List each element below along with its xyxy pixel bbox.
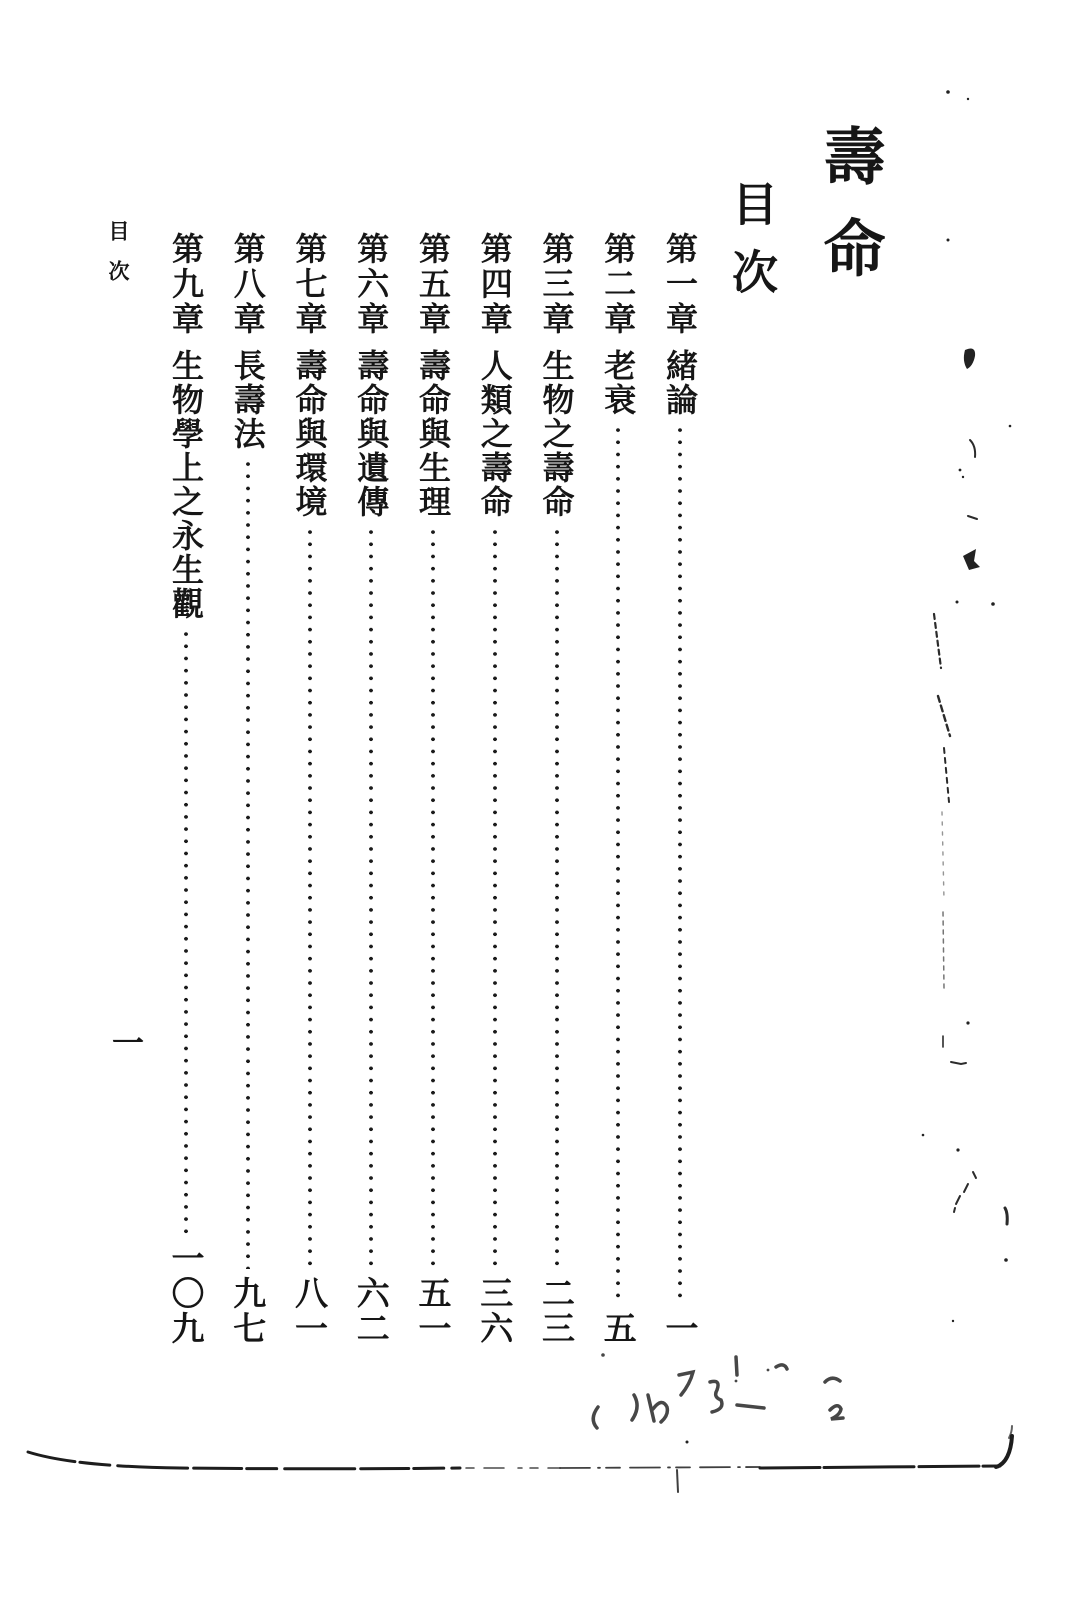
chapter-page-number: 六二 — [351, 1276, 391, 1346]
dot-leader — [228, 458, 268, 1269]
chapter-title: 生物學上之永生觀 — [167, 349, 205, 621]
chapter-page-number: 三六 — [475, 1276, 515, 1346]
chapter-number: 第二章 — [599, 232, 638, 337]
margin-page-number: 一 — [107, 1026, 145, 1058]
chapter-title: 壽命與遺傳 — [352, 349, 391, 519]
toc-entry — [537, 232, 577, 1346]
chapter-title: 長壽法 — [228, 349, 267, 451]
dot-leader — [351, 526, 391, 1269]
toc-entry — [660, 232, 700, 1346]
toc-entry — [228, 232, 268, 1346]
chapter-page-number: 一 — [660, 1311, 700, 1346]
dot-leader — [475, 526, 515, 1269]
dot-leader — [598, 424, 638, 1304]
toc-entry — [351, 232, 391, 1346]
toc-entry — [166, 232, 206, 1346]
chapter-page-number: 二三 — [537, 1276, 576, 1346]
chapter-page-number: 一〇九 — [166, 1241, 206, 1346]
dot-leader — [290, 526, 330, 1269]
dot-leader — [660, 424, 700, 1304]
chapter-title: 老衰 — [599, 349, 638, 417]
chapter-number: 第七章 — [290, 232, 329, 337]
toc-entry — [413, 232, 453, 1346]
dot-leader — [413, 526, 453, 1269]
chapter-number: 第六章 — [352, 232, 391, 337]
toc-entry — [475, 232, 515, 1346]
chapter-page-number: 八一 — [290, 1276, 329, 1346]
chapter-title: 生物之壽命 — [537, 349, 576, 519]
margin-running-title: 目次 — [106, 220, 131, 300]
chapter-number: 第一章 — [661, 232, 699, 337]
chapter-page-number: 九七 — [228, 1276, 268, 1346]
toc-heading: 目次 — [725, 180, 779, 316]
chapter-page-number: 五 — [598, 1311, 638, 1346]
chapter-title: 人類之壽命 — [475, 349, 514, 519]
chapter-number: 第四章 — [475, 232, 514, 337]
toc-entry — [598, 232, 638, 1346]
toc-entry — [290, 232, 330, 1346]
chapter-number: 第八章 — [228, 232, 267, 337]
chapter-title: 緒論 — [661, 349, 699, 417]
chapter-number: 第九章 — [167, 232, 205, 337]
chapter-number: 第五章 — [414, 232, 452, 337]
chapter-page-number: 五一 — [413, 1276, 453, 1346]
dot-leader — [537, 526, 577, 1269]
dot-leader — [166, 628, 206, 1234]
chapter-number: 第三章 — [537, 232, 576, 337]
book-title: 壽命 — [813, 124, 886, 308]
chapter-title: 壽命與生理 — [414, 349, 452, 519]
chapter-title: 壽命與環境 — [290, 349, 329, 519]
